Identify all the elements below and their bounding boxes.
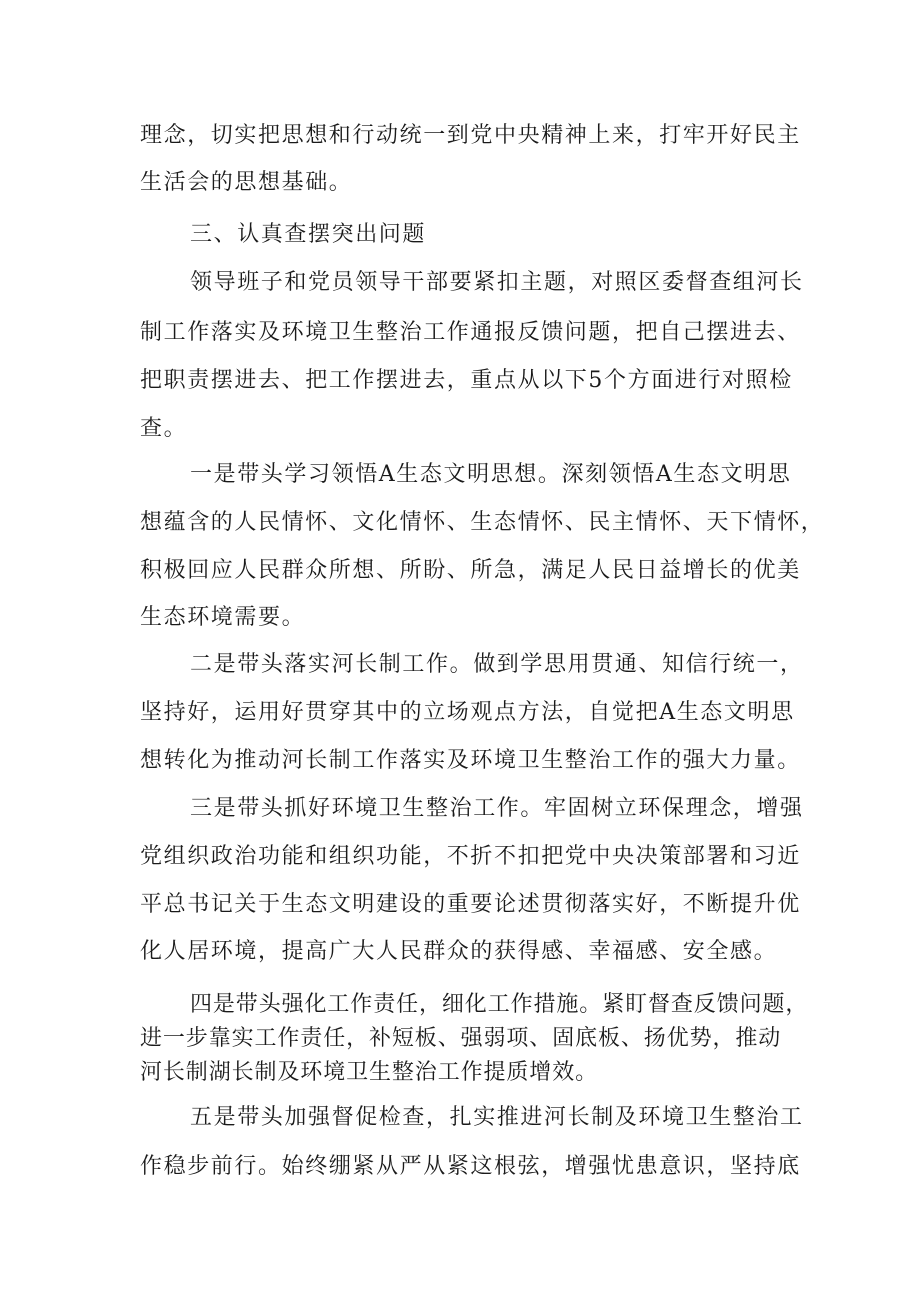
text-line: 化人居环境，提高广大人民群众的获得感、幸福感、安全感。 [140, 939, 778, 964]
text-line: 把职责摆进去、把工作摆进去，重点从以下5个方面进行对照检 [140, 368, 793, 393]
text-line: 生活会的思想基础。 [140, 170, 353, 195]
text-line: 生态环境需要。 [140, 605, 306, 630]
text-line: 二是带头落实河长制工作。做到学思用贯通、知信行统一， [190, 652, 804, 677]
text-line: 坚持好，运用好贯穿其中的立场观点方法，自觉把A生态文明思 [140, 700, 795, 725]
text-line: 河长制湖长制及环境卫生整治工作提质增效。 [140, 1060, 599, 1085]
text-line: 积极回应人民群众所想、所盼、所急，满足人民日益增长的优美 [140, 558, 801, 583]
text-line: 四是带头强化工作责任，细化工作措施。紧盯督查反馈问题， [190, 992, 809, 1017]
text-line: 想蕴含的人民情怀、文化情怀、生态情怀、民主情怀、天下情怀， [140, 510, 825, 535]
text-line: 制工作落实及环境卫生整治工作通报反馈问题，把自己摆进去、 [140, 320, 801, 345]
text-line: 想转化为推动河长制工作落实及环境卫生整治工作的强大力量。 [140, 748, 801, 773]
text-line: 三是带头抓好环境卫生整治工作。牢固树立环保理念，增强 [190, 796, 804, 821]
text-line: 党组织政治功能和组织功能，不折不扣把党中央决策部署和习近 [140, 844, 801, 869]
text-line: 理念，切实把思想和行动统一到党中央精神上来，打牢开好民主 [140, 123, 801, 148]
text-line: 进一步靠实工作责任，补短板、强弱项、固底板、扬优势，推动 [140, 1026, 782, 1051]
text-line: 作稳步前行。始终绷紧从严从紧这根弦，增强忧患意识，坚持底 [140, 1154, 801, 1179]
text-line: 领导班子和党员领导干部要紧扣主题，对照区委督查组河长 [190, 270, 804, 295]
text-line: 五是带头加强督促检查，扎实推进河长制及环境卫生整治工 [190, 1105, 804, 1130]
text-line: 平总书记关于生态文明建设的重要论述贯彻落实好，不断提升优 [140, 892, 801, 917]
section-heading: 三、认真查摆突出问题 [190, 222, 427, 247]
text-line: 一是带头学习领悟A生态文明思想。深刻领悟A生态文明思 [190, 462, 792, 487]
text-line: 查。 [140, 416, 188, 441]
